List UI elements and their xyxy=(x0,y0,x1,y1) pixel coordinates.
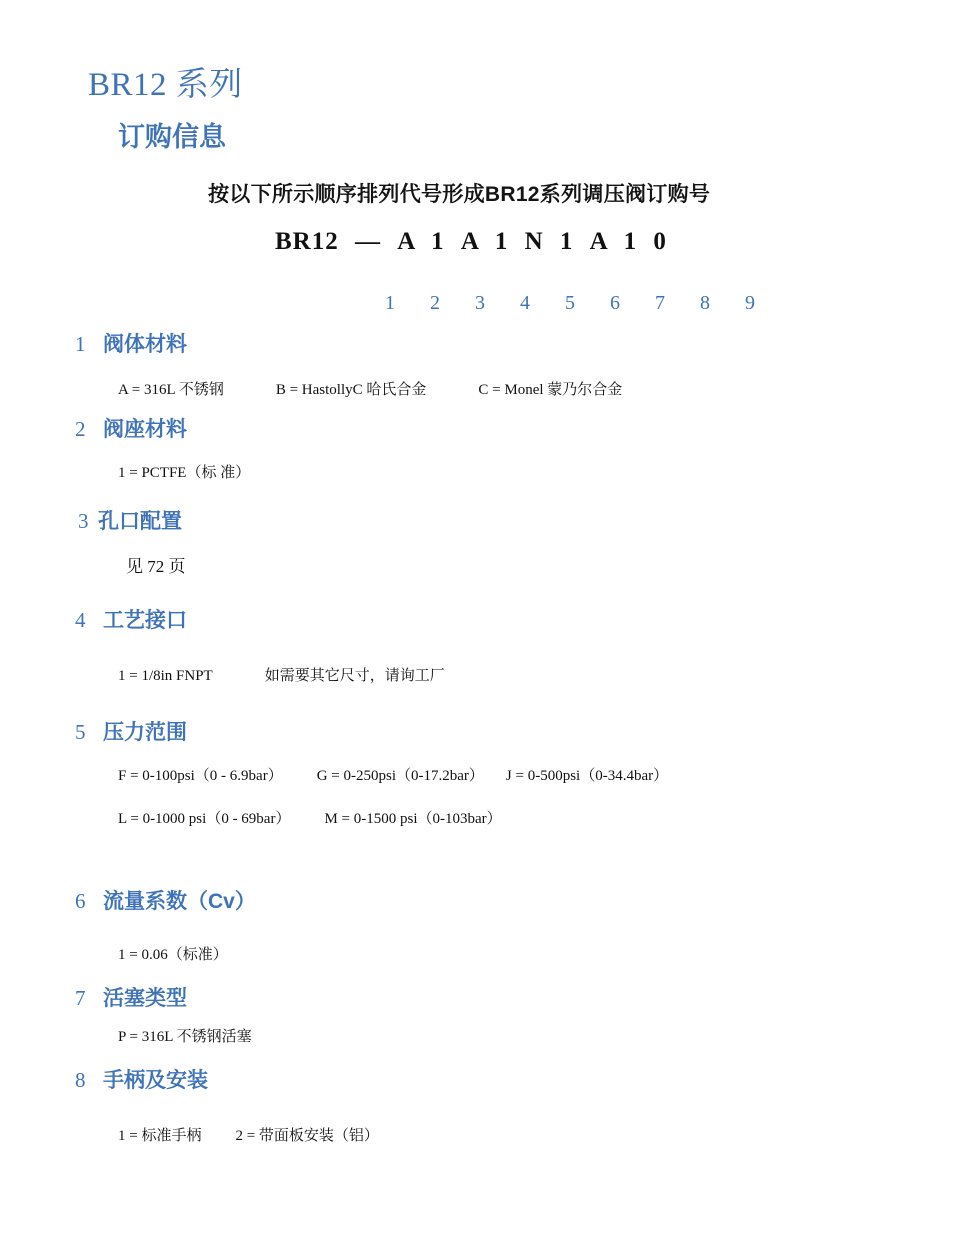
section-heading-7 xyxy=(75,982,187,1012)
option-5-l: L = 0-1000 psi（0 - 69bar） xyxy=(118,811,291,827)
section-body-7-line-1 xyxy=(118,1025,252,1046)
option-4-note: 如需要其它尺寸，请询工厂 xyxy=(264,668,445,684)
page-title: BR12 系列 xyxy=(88,67,243,103)
option-5-m: M = 0-1500 psi（0-103bar） xyxy=(324,811,502,827)
section-title-5: 压力范围 xyxy=(103,721,187,744)
option-3-page-ref: 见 72 页 xyxy=(126,557,186,576)
option-1-c: C = Monel 蒙乃尔合金 xyxy=(478,382,623,398)
section-title-1: 阀体材料 xyxy=(103,333,187,356)
order-code-index-row xyxy=(385,292,784,315)
option-1-a: A = 316L 不锈钢 xyxy=(118,382,224,398)
section-body-6-line-1 xyxy=(118,943,228,964)
index-number-9: 9 xyxy=(745,292,756,314)
option-5-g: G = 0-250psi（0-17.2bar） xyxy=(316,768,484,784)
section-title-7: 活塞类型 xyxy=(103,987,187,1010)
section-body-3-line-1 xyxy=(126,552,186,577)
index-number-4: 4 xyxy=(520,292,531,314)
section-heading-1 xyxy=(75,328,187,358)
section-body-2-line-1 xyxy=(118,461,250,482)
index-number-2: 2 xyxy=(430,292,441,314)
section-number-6: 6 xyxy=(75,889,86,913)
section-number-7: 7 xyxy=(75,986,86,1010)
section-body-5-line-2 xyxy=(118,807,502,828)
section-number-5: 5 xyxy=(75,720,86,744)
section-heading-3 xyxy=(78,505,182,535)
section-body-5-line-1 xyxy=(118,764,668,785)
option-4-1: 1 = 1/8in FNPT xyxy=(118,668,213,684)
option-2-1: 1 = PCTFE（标 准） xyxy=(118,465,251,481)
order-code-line xyxy=(275,228,667,256)
section-heading-8 xyxy=(75,1064,208,1094)
order-code-segment-7: A xyxy=(589,228,608,255)
order-code-segment-5: N xyxy=(524,228,544,255)
section-heading-6 xyxy=(75,885,256,915)
option-7-p: P = 316L 不锈钢活塞 xyxy=(118,1029,252,1045)
index-number-5: 5 xyxy=(565,292,576,314)
index-number-1: 1 xyxy=(385,292,396,314)
order-code-segment-9: 0 xyxy=(653,228,667,255)
index-number-8: 8 xyxy=(700,292,711,314)
section-body-4-line-1 xyxy=(118,664,445,685)
option-6-1: 1 = 0.06（标准） xyxy=(118,947,228,963)
section-title-2: 阀座材料 xyxy=(103,418,187,441)
order-code-segment-3: A xyxy=(460,228,479,255)
section-number-8: 8 xyxy=(75,1068,86,1092)
index-number-3: 3 xyxy=(475,292,486,314)
section-title-8: 手柄及安装 xyxy=(103,1069,208,1092)
option-5-f: F = 0-100psi（0 - 6.9bar） xyxy=(118,768,283,784)
index-number-7: 7 xyxy=(655,292,666,314)
section-number-4: 4 xyxy=(75,608,86,632)
section-number-3: 3 xyxy=(78,509,89,533)
section-body-8-line-1 xyxy=(118,1124,379,1145)
section-title-4: 工艺接口 xyxy=(103,609,187,632)
section-heading-5 xyxy=(75,716,187,746)
section-number-1: 1 xyxy=(75,332,86,356)
section-title-6: 流量系数（Cv） xyxy=(103,890,256,913)
page-subtitle: 订购信息 xyxy=(118,122,226,152)
ordering-instruction: 按以下所示顺序排列代号形成BR12系列调压阀订购号 xyxy=(208,183,711,206)
order-code-segment-8: 1 xyxy=(623,228,638,255)
order-code-segment-1: A xyxy=(397,228,415,255)
order-code-dash: — xyxy=(354,228,381,255)
section-number-2: 2 xyxy=(75,417,86,441)
index-number-6: 6 xyxy=(610,292,621,314)
option-5-j: J = 0-500psi（0-34.4bar） xyxy=(505,768,669,784)
section-heading-4 xyxy=(75,604,187,634)
option-8-2: 2 = 带面板安装（铝） xyxy=(235,1128,379,1144)
order-code-segment-4: 1 xyxy=(494,228,509,255)
order-code-segment-2: 1 xyxy=(431,228,445,255)
option-8-1: 1 = 标准手柄 xyxy=(118,1128,202,1144)
section-title-3: 孔口配置 xyxy=(98,510,182,533)
section-heading-2 xyxy=(75,413,187,443)
order-code-prefix: BR12 xyxy=(275,228,339,255)
section-body-1-line-1 xyxy=(118,378,622,399)
option-1-b: B = HastollyC 哈氏合金 xyxy=(275,382,427,398)
order-code-segment-6: 1 xyxy=(559,228,574,255)
